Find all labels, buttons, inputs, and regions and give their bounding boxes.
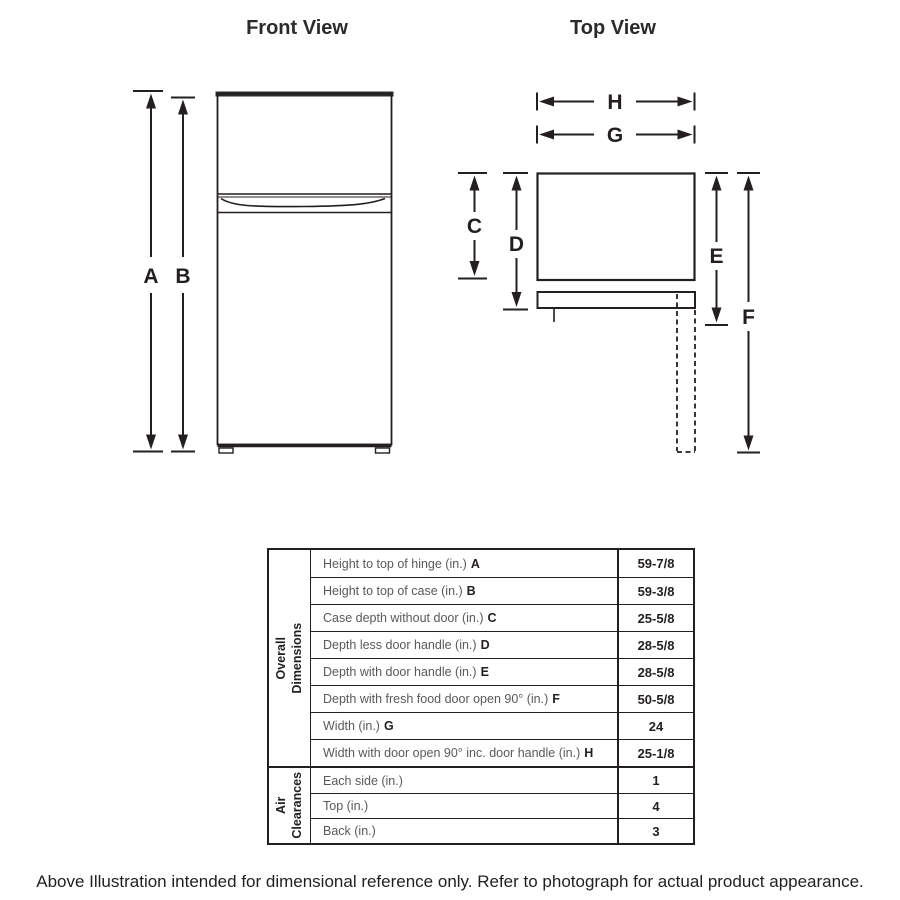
clearance-value: 1 — [617, 768, 693, 793]
dimension-label-a: A — [143, 265, 159, 288]
case-rect — [538, 174, 695, 281]
dimension-value: 28-5/8 — [617, 632, 693, 658]
clearance-value: 3 — [617, 819, 693, 843]
dimension-label-b: B — [175, 265, 191, 288]
table-row — [311, 793, 693, 818]
dimension-f — [737, 173, 760, 453]
front-view-diagram — [133, 91, 394, 453]
dimension-value: 59-3/8 — [617, 578, 693, 604]
dimension-label-g: G — [606, 124, 624, 147]
door-handle-curve — [221, 199, 385, 207]
door-open-dashed — [677, 294, 695, 452]
dimension-value: 50-5/8 — [617, 686, 693, 712]
refrigerator-front-outline — [216, 92, 394, 454]
dimension-label-d: D — [508, 233, 525, 256]
dimension-value: 28-5/8 — [617, 659, 693, 685]
table-row — [311, 604, 693, 631]
door-strip — [538, 292, 696, 308]
table-row — [311, 768, 693, 793]
air-clearances-section — [269, 766, 693, 843]
table-row — [311, 550, 693, 577]
clearance-value: 4 — [617, 794, 693, 818]
dimension-label-e: E — [709, 245, 724, 268]
table-row — [311, 577, 693, 604]
overall-dimensions-section — [269, 550, 693, 766]
dimension-label: Depth with fresh food door open 90° (in.) F — [323, 692, 560, 706]
table-row — [311, 712, 693, 739]
table-row — [311, 685, 693, 712]
dimension-label-f: F — [742, 306, 755, 329]
dimension-label: Depth less door handle (in.) D — [323, 638, 490, 652]
dimension-a — [133, 91, 163, 452]
table-row — [311, 658, 693, 685]
top-view-diagram — [458, 91, 760, 453]
dimension-d — [503, 173, 528, 310]
table-row — [311, 739, 693, 766]
dimension-value: 24 — [617, 713, 693, 739]
fridge-body — [218, 94, 392, 445]
dimension-label: Case depth without door (in.) C — [323, 611, 497, 625]
clearance-label: Back (in.) — [323, 824, 376, 838]
dimension-b — [171, 98, 195, 452]
dimension-h — [537, 91, 695, 114]
overall-dimensions-header: Overall Dimensions — [269, 550, 311, 766]
dimensions-table — [267, 548, 695, 845]
dimension-label: Depth with door handle (in.) E — [323, 665, 489, 679]
dimension-c — [458, 173, 487, 279]
case-top-outline — [538, 174, 695, 281]
dimension-label: Width (in.) G — [323, 719, 394, 733]
dimension-label: Height to top of hinge (in.) A — [323, 556, 480, 571]
dimension-g — [537, 124, 695, 147]
dimension-e — [705, 173, 728, 325]
air-clearances-header: Air Clearances — [269, 768, 311, 843]
clearance-label: Each side (in.) — [323, 773, 403, 788]
dimension-label: Height to top of case (in.) B — [323, 584, 476, 598]
dimension-value: 59-7/8 — [617, 550, 693, 577]
footnote: Above Illustration intended for dimensional reference only. Refer to photograph for actual product appearance. — [36, 872, 864, 891]
table-row — [311, 818, 693, 843]
table-row — [311, 631, 693, 658]
dimension-label: Width with door open 90° inc. door handle (in.) H — [323, 746, 594, 760]
dimension-label-h: H — [607, 91, 623, 114]
right-foot — [376, 448, 390, 453]
left-foot — [219, 448, 233, 453]
dimension-value: 25-1/8 — [617, 740, 693, 766]
dimension-value: 25-5/8 — [617, 605, 693, 631]
door-top-outline — [538, 292, 696, 322]
front-view-title: Front View — [246, 17, 348, 39]
dimension-label-c: C — [466, 215, 483, 238]
clearance-label: Top (in.) — [323, 799, 369, 813]
top-view-title: Top View — [570, 17, 656, 39]
